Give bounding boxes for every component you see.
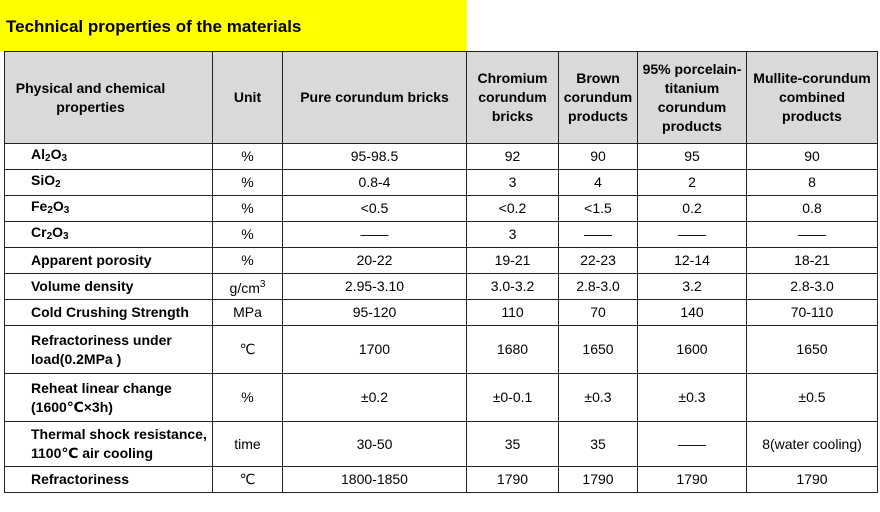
value-cell: <1.5 xyxy=(559,196,638,222)
value-cell: 18-21 xyxy=(747,248,878,274)
value-cell: 92 xyxy=(467,144,559,170)
value-cell: 70 xyxy=(559,300,638,326)
value-cell: <0.2 xyxy=(467,196,559,222)
unit-cell: % xyxy=(213,222,283,248)
property-cell: Refractoriness xyxy=(5,467,213,493)
property-cell: SiO$_2$ xyxy=(5,170,213,196)
value-cell: 1790 xyxy=(638,467,747,493)
value-cell: 22-23 xyxy=(559,248,638,274)
value-cell: 95 xyxy=(638,144,747,170)
header-pure-corundum: Pure corundum bricks xyxy=(283,52,467,144)
value-cell: 3.0-3.2 xyxy=(467,274,559,300)
value-cell: 35 xyxy=(467,422,559,467)
value-cell: 0.8 xyxy=(747,196,878,222)
table-row xyxy=(5,300,878,326)
value-cell: 70-110 xyxy=(747,300,878,326)
property-cell: Reheat linear change (1600℃×3h) xyxy=(5,374,213,422)
table-row xyxy=(5,196,878,222)
table-row xyxy=(5,326,878,374)
value-cell: <0.5 xyxy=(283,196,467,222)
value-cell: 90 xyxy=(747,144,878,170)
value-cell: 19-21 xyxy=(467,248,559,274)
value-cell: 1790 xyxy=(467,467,559,493)
unit-cell: % xyxy=(213,196,283,222)
value-cell: 95-98.5 xyxy=(283,144,467,170)
value-cell: 3 xyxy=(467,170,559,196)
property-cell: $Cr_2O_3$ xyxy=(5,222,213,248)
value-cell: 140 xyxy=(638,300,747,326)
table-row xyxy=(5,274,878,300)
value-cell: 110 xyxy=(467,300,559,326)
value-cell: —— xyxy=(559,222,638,248)
unit-cell: ℃ xyxy=(213,326,283,374)
property-cell: $Al_2O_3$ xyxy=(5,144,213,170)
value-cell: 1800-1850 xyxy=(283,467,467,493)
header-property: Physical and chemical properties xyxy=(5,52,213,144)
table-row xyxy=(5,170,878,196)
unit-cell: time xyxy=(213,422,283,467)
value-cell: ±0.3 xyxy=(638,374,747,422)
value-cell: 12-14 xyxy=(638,248,747,274)
value-cell: 0.8-4 xyxy=(283,170,467,196)
header-row xyxy=(5,52,878,144)
value-cell: 4 xyxy=(559,170,638,196)
value-cell: —— xyxy=(638,422,747,467)
value-cell: 2.8-3.0 xyxy=(559,274,638,300)
header-mullite-corundum: Mullite-corundum combined products xyxy=(747,52,878,144)
value-cell: 20-22 xyxy=(283,248,467,274)
value-cell: 1650 xyxy=(559,326,638,374)
property-cell: Refractoriness under load(0.2MPa ) xyxy=(5,326,213,374)
unit-cell: ℃ xyxy=(213,467,283,493)
value-cell: ±0.3 xyxy=(559,374,638,422)
unit-cell: % xyxy=(213,170,283,196)
table-row xyxy=(5,422,878,467)
value-cell: ±0-0.1 xyxy=(467,374,559,422)
property-cell: Volume density xyxy=(5,274,213,300)
table-row xyxy=(5,144,878,170)
page-title: Technical properties of the materials xyxy=(6,17,302,36)
table-row xyxy=(5,222,878,248)
value-cell: —— xyxy=(747,222,878,248)
value-cell: 3 xyxy=(467,222,559,248)
table-row xyxy=(5,374,878,422)
unit-cell: $g/cm^3$ xyxy=(213,274,283,300)
header-chromium-corundum: Chromium corundum bricks xyxy=(467,52,559,144)
value-cell: 90 xyxy=(559,144,638,170)
value-cell: 1700 xyxy=(283,326,467,374)
unit-cell: % xyxy=(213,144,283,170)
property-cell: Thermal shock resistance, 1100℃ air cooling xyxy=(5,422,213,467)
value-cell: 30-50 xyxy=(283,422,467,467)
value-cell: 95-120 xyxy=(283,300,467,326)
value-cell: 35 xyxy=(559,422,638,467)
value-cell: 0.2 xyxy=(638,196,747,222)
value-cell: 3.2 xyxy=(638,274,747,300)
header-brown-corundum: Brown corundum products xyxy=(559,52,638,144)
value-cell: 8(water cooling) xyxy=(747,422,878,467)
property-cell: $Fe_2O_3$ xyxy=(5,196,213,222)
property-cell: Cold Crushing Strength xyxy=(5,300,213,326)
value-cell: 8 xyxy=(747,170,878,196)
header-porcelain-titanium: 95% porcelain-titanium corundum products xyxy=(638,52,747,144)
value-cell: 1790 xyxy=(559,467,638,493)
value-cell: —— xyxy=(283,222,467,248)
value-cell: ±0.2 xyxy=(283,374,467,422)
value-cell: 2.8-3.0 xyxy=(747,274,878,300)
value-cell: 1790 xyxy=(747,467,878,493)
value-cell: 1650 xyxy=(747,326,878,374)
value-cell: 2.95-3.10 xyxy=(283,274,467,300)
properties-table xyxy=(4,51,878,493)
value-cell: 1600 xyxy=(638,326,747,374)
table-row xyxy=(5,248,878,274)
unit-cell: % xyxy=(213,374,283,422)
property-cell: Apparent porosity xyxy=(5,248,213,274)
value-cell: ±0.5 xyxy=(747,374,878,422)
value-cell: 1680 xyxy=(467,326,559,374)
unit-cell: MPa xyxy=(213,300,283,326)
table-row xyxy=(5,467,878,493)
header-unit: Unit xyxy=(213,52,283,144)
title-banner xyxy=(0,0,467,51)
value-cell: —— xyxy=(638,222,747,248)
unit-cell: % xyxy=(213,248,283,274)
value-cell: 2 xyxy=(638,170,747,196)
